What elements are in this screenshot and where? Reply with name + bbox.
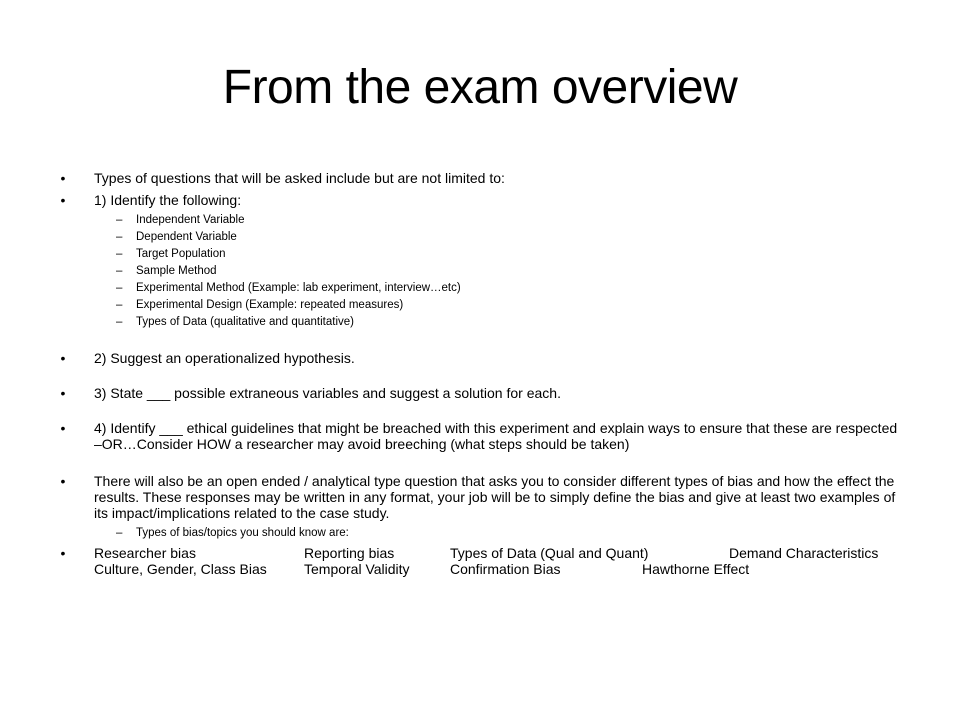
sub-item (58, 298, 903, 312)
sub-item (58, 281, 903, 295)
slide-title: From the exam overview (222, 61, 738, 114)
sub-text: Experimental Method (Example: lab experiment, interview…etc) (136, 282, 461, 294)
sub-item (58, 213, 903, 227)
bullet-text: 3) State ___ possible extraneous variables and suggest a solution for each. (94, 385, 561, 401)
bullet-item (58, 473, 903, 521)
sub-text: Experimental Design (Example: repeated measures) (136, 299, 404, 311)
dash-marker: – (116, 265, 123, 277)
dash-marker: – (116, 214, 123, 226)
bullet-text: Types of questions that will be asked include but are not limited to: (94, 170, 505, 186)
bias-topic: Researcher bias (94, 545, 196, 561)
bullet-item (58, 192, 903, 208)
sub-text: Dependent Variable (136, 231, 237, 243)
sub-text: Types of bias/topics you should know are: (136, 527, 349, 539)
sub-item (58, 315, 903, 329)
sub-text: Sample Method (136, 265, 217, 277)
bullet-text: 1) Identify the following: (94, 192, 242, 208)
dash-marker: – (116, 282, 123, 294)
sub-text: Independent Variable (136, 214, 245, 226)
bias-topic: Confirmation Bias (450, 561, 561, 577)
bias-topic: Reporting bias (304, 545, 395, 561)
dash-marker: – (116, 248, 123, 260)
bias-topic: Types of Data (Qual and Quant) (450, 545, 649, 561)
bullet-marker: • (60, 350, 66, 366)
bullet-item (58, 170, 903, 186)
bullet-item (58, 385, 903, 401)
bias-topic: Hawthorne Effect (642, 561, 750, 577)
bullet-marker: • (60, 385, 66, 401)
bias-topics-row (94, 561, 903, 577)
bullet-marker: • (60, 192, 66, 208)
sub-text: Types of Data (qualitative and quantitative) (136, 316, 354, 328)
dash-marker: – (116, 527, 123, 539)
sub-item (58, 264, 903, 278)
bullet-item (58, 350, 903, 366)
bullet-marker: • (60, 545, 66, 561)
slide-body (58, 170, 903, 577)
bullet-text: There will also be an open ended / analytical type question that asks you to consider different types of bias and how the effect the results. These responses may be written in any format, your job will be to simply define the bias and give at least two examples of its impact/implications related to the case study. (94, 473, 896, 521)
dash-marker: – (116, 231, 123, 243)
sub-item (58, 230, 903, 244)
bias-topic: Demand Characteristics (729, 545, 879, 561)
bullet-text: 2) Suggest an operationalized hypothesis. (94, 350, 355, 366)
dash-marker: – (116, 316, 123, 328)
bullet-marker: • (60, 473, 66, 489)
bias-topics-row (94, 545, 903, 561)
sub-text: Target Population (136, 248, 226, 260)
bullet-item (58, 420, 903, 452)
sub-item (58, 526, 903, 540)
bullet-marker: • (60, 170, 66, 186)
bias-topic: Temporal Validity (304, 561, 410, 577)
bullet-text: 4) Identify ___ ethical guidelines that might be breached with this experiment and explain ways to ensure that these are respected –OR…Consider HOW a researcher may avoid breeching (what steps should be taken) (94, 420, 898, 452)
dash-marker: – (116, 299, 123, 311)
bias-topic: Culture, Gender, Class Bias (94, 561, 267, 577)
bullet-marker: • (60, 420, 66, 436)
sub-item (58, 247, 903, 261)
bullet-item (58, 545, 903, 577)
